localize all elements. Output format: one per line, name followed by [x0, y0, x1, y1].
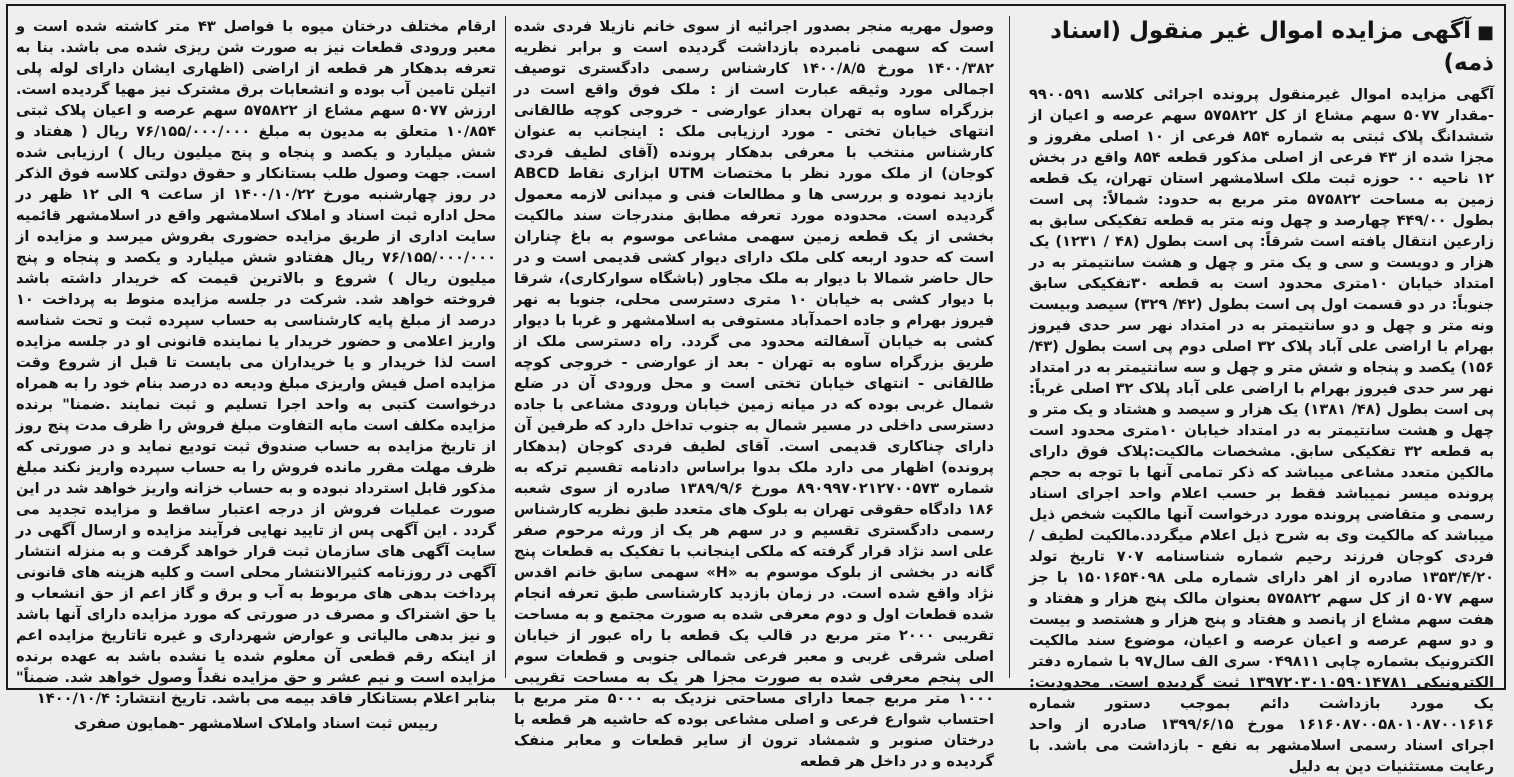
notice-column-middle: [514, 16, 995, 770]
notice-column-left: [16, 16, 496, 732]
notice-signature: رییس ثبت اسناد واملاک اسلامشهر -همایون صفری: [74, 715, 438, 732]
column-divider: [505, 16, 506, 678]
notice-title-text: آگهی مزایده اموال غیر منقول (اسناد ذمه): [1050, 18, 1494, 76]
notice-column-right: [1029, 14, 1495, 775]
auction-notice: [6, 4, 1506, 775]
column-divider: [1009, 16, 1010, 678]
notice-body-right: آگهی مزایده اموال غیرمنقول پرونده اجرائی کلاسه ۹۹۰۰۵۹۱ -مقدار ۵۰۷۷ سهم مشاع از کل ۵۷۵۸۲۲ سهم عرصه و اعیان از ششدانگ پلاک ثبتی به شماره ۸۵۴ فرعی از ۱۰ اصلی مفروز و مجزا شده از ۴۳ فرعی از اصلی مذکور قطعه ۸۵۴ واقع در بخش ۱۲ ناحیه ۰۰ حوزه ثبت ملک اسلامشهر استان تهران، یک قطعه زمین به مساحت ۵۷۵۸۲۲ متر مربع به حدود: شمالاً: پی است بطول ۴۴۹/۰۰ چهارصد و چهل ونه متر به قطعه تفکیکی سابق به زارعین انتقال یافته است شرقاً: پی است بطول (۴۸ / ۱۲۳۱) یک هزار و دویست و سی و یک متر و چهل و هشت سانتیمتر به در امتداد خیابان ۱۰متری محدود است به قطعه ۳۰تفکیکی سابق جنوباً: در دو قسمت اول پی است بطول (۴۲/ ۳۲۹) سیصد وبیست ونه متر و چهل و دو سانتیمتر به در امتداد نهر سر حدی فیروز بهرام با اراضی علی آباد پلاک ۳۲ اصلی دوم پی است بطول (۴۳/ ۱۵۶) یکصد و پنجاه و شش متر و چهل و سه سانتیمتر به در امتداد نهر سر حدی فیروز بهرام با اراضی علی آباد پلاک ۳۲ اصلی غرباً: پی است بطول (۴۸/ ۱۳۸۱) یک هزار و سیصد و هشتاد و یک متر و چهل و هشت سانتیمتر به در امتداد خیابان ۱۰متری محدود است به قطعه ۳۲ تفکیکی سابق. مشخصات مالکیت:پلاک فوق دارای مالکین متعدد مشاعی میباشد که ذکر تمامی آنها با توجه به حجم پرونده میسر نمیباشد فقط بر حسب اعلام واحد اجرای اسناد رسمی و متقاضی پرونده مورد درخواست آنها مالکیت شخص ذیل میباشد که مالکیت وی به شرح ذیل اعلام میگردد.مالکیت لطیف / فردی کوجان فرزند رحیم شماره شناسنامه ۷۰۷ تاریخ تولد ۱۳۵۳/۴/۲۰ صادره از اهر دارای شماره ملی ۱۵۰۱۶۵۴۰۹۸ با جز سهم ۵۰۷۷ از کل سهم ۵۷۵۸۲۲ بعنوان مالک پنج هزار و هفتاد و هفت سهم مشاع از پانصد و هفتاد و پنج هزار و هشتصد و بیست و دو سهم عرصه و اعیان عرصه و اعیان، موضوع سند مالکیت الکترونیک بشماره چاپی ۰۴۹۸۱۱ سری الف سال۹۷ با شماره دفتر الکترونیکی ۱۳۹۷۲۰۳۰۱۰۵۹۰۱۴۷۸۱ ثبت گردیده است. محدودیت: یک مورد بازداشت دائم بموجب دستور شماره ۱۶۱۶۰۸۷۰۰۵۸۰۱۰۸۷۰۰۱۶۱۶ مورخ ۱۳۹۹/۶/۱۵ صادره از واحد اجرای اسناد رسمی اسلامشهر به نفع - بازداشت می باشد. با رعایت مستثنیات دین به دلیل: [1029, 86, 1495, 775]
title-bullet-icon: ■: [1476, 22, 1494, 43]
notice-body-left: ارقام مختلف درختان میوه با فواصل ۴۳ متر کاشته شده است و معبر ورودی قطعات نیز به صورت شن ریزی شده می باشد. بنا به تعرفه بدهکار هر قطعه از اراضی (اظهاری ایشان دارای لوله پلی اتیلن تامین آب بوده و انشعابات برق مشترک نیز مهیا گردیده است. ارزش ۵۰۷۷ سهم مشاع از ۵۷۵۸۲۲ سهم عرصه و اعیان پلاک ثبتی ۱۰/۸۵۴ متعلق به مدیون به مبلغ ۷۶/۱۵۵/۰۰۰/۰۰۰ ریال ( هفتاد و شش میلیارد و یکصد و پنجاه و پنج میلیون ریال ) ارزیابی شده است. جهت وصول طلب بستانکار و حقوق دولتی کلاسه فوق الذکر در روز چهارشنبه مورخ ۱۴۰۰/۱۰/۲۲ از ساعت ۹ الی ۱۲ ظهر در محل اداره ثبت اسناد و املاک اسلامشهر واقع در اسلامشهر قائمیه سایت اداری از طریق مزایده حضوری بفروش میرسد و مزایده از ۷۶/۱۵۵/۰۰۰/۰۰۰ ریال هفتادو شش میلیارد و یکصد و پنجاه و پنج میلیون ریال ) شروع و بالاترین قیمت که خریدار داشته باشد فروخته خواهد شد. شرکت در جلسه مزایده منوط به پرداخت ۱۰ درصد از مبلغ پایه کارشناسی به حساب سپرده ثبت و تحت شناسه واریز اعلامی و حضور خریدار یا نماینده قانونی او در جلسه مزایده است لذا خریدار و یا خریداران می بایست تا قبل از شروع وقت مزایده اصل فیش واریزی مبلغ ودیعه ده درصد بنام خود را به همراه درخواست کتبی به واحد اجرا تسلیم و ثبت نمایند .ضمنا" برنده مزایده مکلف است مابه التفاوت مبلغ فروش را ظرف مدت پنج روز از تاریخ مزایده به حساب صندوق ثبت تودیع نماید و در صورتی که ظرف مهلت مقرر مانده فروش را به حساب سپرده واریز نکند مبلغ مذکور قابل استرداد نبوده و به حساب خزانه واریز خواهد شد در این صورت عملیات فروش از درجه اعتبار ساقط و مزایده تجدید می گردد . این آگهی پس از تایید نهایی فرآیند مزایده و ارسال آگهی در سایت آگهی های سازمان ثبت قرار خواهد گرفت و به منزله انتشار آگهی در روزنامه کثیرالانتشار محلی است و کلیه هزینه های قانونی پرداخت بدهی های مربوط به آب و برق و گاز اعم از حق انشعاب و یا حق اشتراک و مصرف در صورتی که مورد مزایده دارای آنها باشد و نیز بدهی مالیاتی و عوارض شهرداری و غیره تاتاریخ مزایده اعم از اینکه رقم قطعی آن معلوم شده یا نشده باشد به عهده برنده مزایده است و نیم عشر و حق مزایده نقداً وصول خواهد شد. ضمناً" بنابر اعلام بستانکار فاقد بیمه می باشد. تاریخ انتشار: ۱۴۰۰/۱۰/۴: [16, 18, 496, 707]
notice-body-middle: وصول مهریه منجر بصدور اجرائیه از سوی خانم نازیلا فردی شده است که سهمی نامبرده بازداشت گردیده است و برابر نظریه ۱۴۰۰/۳۸۲ مورخ ۱۴۰۰/۸/۵ کارشناس رسمی دادگستری توصیف اجمالی مورد وثیقه عبارت است از : ملک فوق واقع است در بزرگراه ساوه به تهران بعداز عوارضی - خروجی کوچه طالقانی انتهای خیابان تختی - مورد ارزیابی ملک : اینجانب به عنوان کارشناس منتخب با معرفی بدهکار پرونده (آقای لطیف فردی کوجان) از ملک مورد نظر با مختصات UTM ابزاری نقاط ABCD بازدید نموده و بررسی ها و مطالعات فنی و میدانی لازمه معمول گردیده است. محدوده مورد تعرفه مطابق مندرجات سند مالکیت بخشی از یک قطعه زمین سهمی مشاعی موسوم به باغ چناران است که حدود اربعه کلی ملک دارای دیوار کشی قدیمی است و در حال حاضر شمالا با دیوار به ملک مجاور (باشگاه سوارکاری)، شرقا با دیوار کشی به خیابان ۱۰ متری دسترسی محلی، جنوبا به نهر فیروز بهرام و جاده احمدآباد مستوفی به اسلامشهر و غربا با دیوار کشی به خیابان آسفالته محدود می گردد. راه دسترسی ملک از طریق بزرگراه ساوه به تهران - بعد از عوارضی - خروجی کوچه طالقانی - انتهای خیابان تختی است و محل ورودی آن در ضلع شمال غربی بوده که در میانه زمین خیابان ورودی مشاعی با جاده دسترسی داخلی در مسیر شمال به جنوب تداخل دارد که طرفین آن دارای چناکاری قدیمی است. آقای لطیف فردی کوجان (بدهکار پرونده) اظهار می دارد ملک بدوا براساس دادنامه تقسیم ترکه به شماره ۸۹۰۹۹۷۰۲۱۲۷۰۰۵۷۳ مورخ ۱۳۸۹/۹/۶ صادره از سوی شعبه ۱۸۶ دادگاه حقوقی تهران به بلوک های متعدد طبق نظریه کارشناس رسمی دادگستری تقسیم و در سهم هر یک از ورثه مرحوم صفر علی اسد نژاد قرار گرفته که ملکی اینجانب با تفکیک به قطعات پنج گانه در بخشی از بلوک موسوم به «H» سهمی سابق خانم اقدس نژاد واقع شده است. در زمان بازدید کارشناسی طبق تعرفه انجام شده قطعات اول و دوم معرفی شده به صورت مجتمع و به مساحت تقریبی ۲۰۰۰ متر مربع در قالب یک قطعه با راه عبور از خیابان اصلی شرقی غربی و معبر فرعی شمالی جنوبی و قطعات سوم الی پنجم معرفی شده به صورت مجزا هر یک به مساحت تقریبی ۱۰۰۰ متر مربع جمعا دارای مساحتی نزدیک به ۵۰۰۰ متر مربع با احتساب شوارع فرعی و اصلی مشاعی بوده که حاشیه هر قطعه با درختان صنوبر و شمشاد ترون از سایر قطعات و معابر منفک گردیده و در داخل هر قطعه: [514, 18, 995, 770]
notice-title: [1029, 16, 1494, 78]
